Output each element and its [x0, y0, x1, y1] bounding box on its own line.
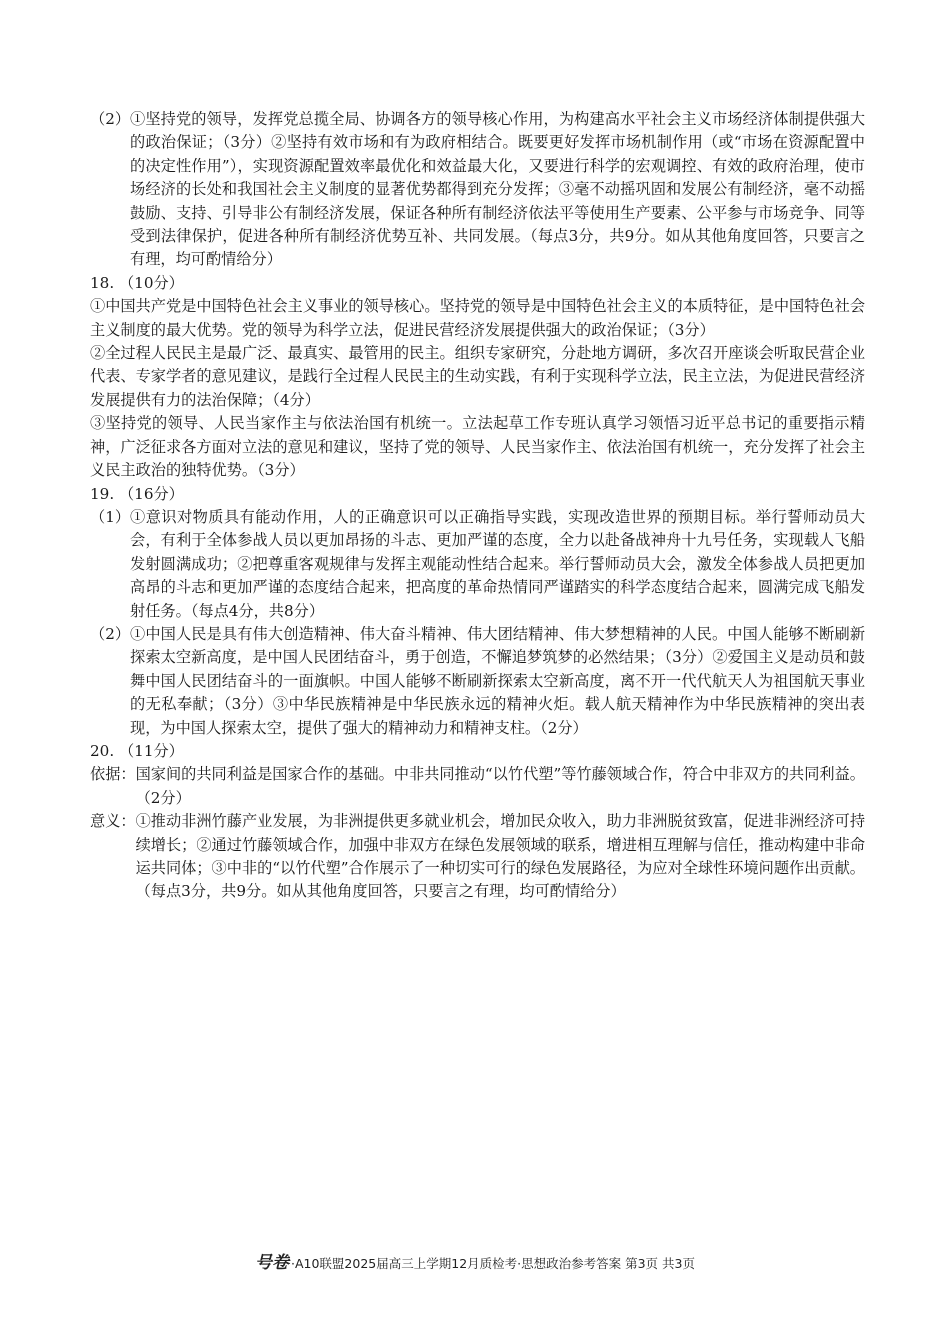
footer-text: ·A10联盟2025届高三上学期12月质检考·思想政治参考答案 第3页 共3页: [291, 1256, 695, 1271]
q20-meaning-text: ①推动非洲竹藤产业发展，为非洲提供更多就业机会，增加民众收入，助力非洲脱贫致富，促进非洲经济可持续增长；②通过竹藤领域合作，加强中非双方在绿色发展领域的联系，增进相互理解与信任，推动构建中非命运共同体；③中非的“以竹代塑”合作展示了一种切实可行的绿色发展路径，为应对全球性环境问题作出贡献。（每点3分，共9分。如从其他角度回答，只要言之有理，均可酌情给分）: [135, 812, 865, 901]
q19-part2: [90, 623, 865, 740]
q20-meaning-label: 意义：: [90, 812, 136, 831]
q17-part2-text: ①坚持党的领导，发挥党总揽全局、协调各方的领导核心作用，为构建高水平社会主义市场经济体制提供强大的政治保证；（3分）②坚持有效市场和有为政府相结合。既要更好发挥市场机制作用（或“市场在资源配置中的决定性作用”），实现资源配置效率最优化和效益最大化，又要进行科学的宏观调控、有效的政府治理，使市场经济的长处和我国社会主义制度的显著优势都得到充分发挥；③毫不动摇巩固和发展公有制经济，毫不动摇鼓励、支持、引导非公有制经济发展，保证各种所有制经济依法平等使用生产要素、公平参与市场竞争、同等受到法律保护，促进各种所有制经济优势互补、共同发展。（每点3分，共9分。如从其他角度回答，只要言之有理，均可酌情给分）: [130, 110, 865, 269]
q18-point-3-text: ③坚持党的领导、人民当家作主与依法治国有机统一。立法起草工作专班认真学习领悟习近平总书记的重要指示精神，广泛征求各方面对立法的意见和建议，坚持了党的领导、人民当家作主、依法治国有机统一，充分发挥了社会主义民主政治的独特优势。（3分）: [90, 414, 865, 480]
q19-part2-text: ①中国人民是具有伟大创造精神、伟大奋斗精神、伟大团结精神、伟大梦想精神的人民。中国人能够不断刷新探索太空新高度，是中国人民团结奋斗，勇于创造，不懈追梦筑梦的必然结果；（3分）②爱国主义是动员和鼓舞中国人民团结奋斗的一面旗帜。中国人能够不断刷新探索太空新高度，离不开一代代航天人为祖国航天事业的无私奉献；（3分）③中华民族精神是中华民族永远的精神火炬。载人航天精神作为中华民族精神的突出表现，为中国人探索太空，提供了强大的精神动力和精神支柱。（2分）: [130, 624, 865, 737]
q19-part1-text: ①意识对物质具有能动作用，人的正确意识可以正确指导实践，实现改造世界的预期目标。举行誓师动员大会，有利于全体参战人员以更加昂扬的斗志、更加严谨的态度，全力以赴备战神舟十九号任务，实现载人飞船发射圆满成功；②把尊重客观规律与发挥主观能动性结合起来。举行誓师动员大会，激发全体参战人员把更加高昂的斗志和更加严谨的态度结合起来，把高度的革命热情同严谨踏实的科学态度结合起来，圆满完成飞船发射任务。（每点4分，共8分）: [130, 507, 865, 620]
q17-part2: [90, 108, 865, 272]
q18-header: 18. （10分）: [90, 273, 184, 292]
answer-content: [90, 108, 865, 904]
q18-point-3: [90, 412, 865, 482]
q20-meaning: [90, 810, 865, 904]
q20-basis-label: 依据：: [90, 765, 136, 784]
brand-logo: 号卷: [255, 1253, 289, 1273]
page-footer: [0, 1248, 950, 1273]
q17-part2-label: （2）: [90, 110, 131, 128]
q19-part1-label: （1）: [90, 507, 131, 526]
q18-point-1: [90, 295, 865, 342]
q18-point-1-text: ①中国共产党是中国特色社会主义事业的领导核心。坚持党的领导是中国特色社会主义的本质特征，是中国特色社会主义制度的最大优势。党的领导为科学立法，促进民营经济发展提供强大的政治保证；（3分）: [90, 297, 865, 339]
q18-point-2-text: ②全过程人民民主是最广泛、最真实、最管用的民主。组织专家研究，分赴地方调研，多次召开座谈会听取民营企业代表、专家学者的意见建议，是践行全过程人民民主的生动实践，有利于实现科学立法，民主立法，为促进民营经济发展提供有力的法治保障；（4分）: [90, 344, 865, 409]
q19-part2-label: （2）: [90, 624, 131, 643]
q19-header: 19. （16分）: [90, 484, 184, 503]
q20-basis: [90, 763, 865, 810]
q20-header: 20. （11分）: [90, 741, 184, 760]
q19-part1: [90, 506, 865, 623]
q18-point-2: [90, 342, 865, 412]
q20-basis-text: 国家间的共同利益是国家合作的基础。中非共同推动“以竹代塑”等竹藤领域合作，符合中非双方的共同利益。（2分）: [135, 765, 865, 807]
